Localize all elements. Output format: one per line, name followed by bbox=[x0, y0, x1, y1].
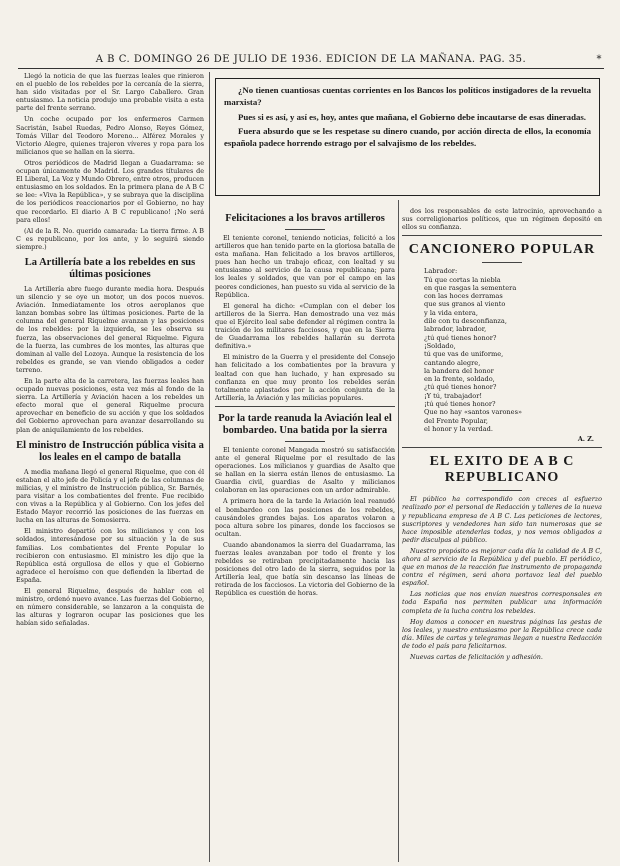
column-1 bbox=[16, 72, 204, 862]
poem-line: ¿tú qué tienes honor? bbox=[424, 383, 497, 392]
poem-line: labrador, labrador, bbox=[424, 325, 487, 334]
poem-line: ¡Y tú, trabajador! bbox=[424, 391, 483, 400]
poem bbox=[402, 267, 602, 433]
column-2 bbox=[215, 207, 395, 862]
poem-line: Labrador: bbox=[424, 267, 458, 276]
article-paragraph: El teniente coronel, teniendo noticias, felicitó a los artilleros que han tenido parte en la gloriosa batalla de esta mañana. Han felicitado a los bravos artilleros, pues han hecho un trabajo eficaz, con lealtad y su entusiasmo al servicio de la causa republicana; para los leales y soldados, que van por el campo en las peores condiciones, han puesto su vida al servicio de la República. bbox=[215, 234, 395, 299]
article-paragraph: Las noticias que nos envían nuestros corresponsales en toda España nos permiten publicar una información completa de la lucha contra los rebeldes. bbox=[402, 590, 602, 615]
intro-paragraph: Llegó la noticia de que las fuerzas leales que rinieron en el pueblo de los rebeldes por la cercanía de la sierra, han sido visitadas por el Sr. Largo Caballero. Gran entusiasmo. La noticia produjo una probable visita a esta parte del frente serrano. bbox=[16, 72, 204, 113]
intro-paragraph: Otros periódicos de Madrid llegan a Guadarrama: se ocupan únicamente de Madrid. Los grandes títulares de El Liberal, La Voz y Mundo Obrero, entre otros, producen entusiasmo en los soldados. En la primera plana de A B C se lee: «Viva la República», y se subraya que la disciplina de los periódicos reaccionarios por el Gobierno, no hay que recordarlo. El diario A B C republicano! ¡No será para ellos! bbox=[16, 158, 204, 224]
intro-paragraph: Un coche ocupado por los enfermeros Carmen Sacristán, Isabel Ruedas, Pedro Alonso, Reyes Gómez, Tomás Villar del Teodoro Moreno... Alférez Morales y Victorio Alegre, quienes trajeron víveres y ropa para los milicianos que se hallan en la sierra. bbox=[16, 115, 204, 156]
poem-line: ¿tú qué tienes honor? bbox=[424, 333, 497, 342]
article-paragraph: El ministro de la Guerra y el presidente del Consejo han felicitado a los combatientes por la bravura y lealtad con que han luchado, y han expresado su confianza en que muy pronto los rebeldes serán totalmente aplastados por la acción conjunta de la Artillería, la Aviación y las milicias populares. bbox=[215, 353, 395, 402]
divider bbox=[285, 229, 325, 230]
article-paragraph: El teniente coronel Mangada mostró su satisfacción ante el general Riquelme por el resultado de las operaciones. Los milicianos y guardias de Asalto que se hallan en la sierra están llenos de entusiasmo. La Guardia civil, guardias de Asalto y milicianos colaboran en las operaciones con un ardor admirable. bbox=[215, 445, 395, 495]
divider bbox=[482, 262, 522, 263]
headline-ministro: El ministro de Instrucción pública visita a los leales en el campo de batalla bbox=[16, 439, 204, 463]
divider bbox=[285, 441, 325, 442]
poem-line: el honor y la verdad. bbox=[424, 424, 493, 433]
poem-line: dile con tu desconfianza, bbox=[424, 317, 507, 326]
headline-cancionero: CANCIONERO POPULAR bbox=[408, 242, 596, 258]
article-paragraph: Hoy damos a conocer en nuestras páginas las gestas de los leales, y nuestro entusiasmo por la República crece cada día. Miles de cartas y telegramas llegan a nuestra Redacción de todo el país para felicitarnos. bbox=[402, 617, 602, 650]
editorial-paragraph: Pues si es así, y así es, hoy, antes que mañana, el Gobierno debe incautarse de esas dineradas. bbox=[238, 111, 586, 122]
editorial-paragraph: Fuera absurdo que se les respetase su dinero cuando, por acción directa de ellos, la economía española padece horrendo estrago por el salvajismo de los rebeldes. bbox=[224, 125, 591, 149]
poem-line: en que rasgas la sementera bbox=[424, 283, 517, 292]
poem-line: ¡Soldado, bbox=[424, 341, 456, 350]
poem-line: del Frente Popular, bbox=[424, 416, 489, 425]
header-mark: * bbox=[596, 53, 602, 65]
poem-line: la bandera del honor bbox=[424, 366, 494, 375]
article-paragraph: El general ha dicho: «Cumplan con el deber los artilleros de la Sierra. Han demostrado una vez más que el Ejército leal sabe defender al régimen contra la traición de los militares facciosos, y que en la Sierra de Guadarrama los rebeldes hallarán su derrota definitiva.» bbox=[215, 301, 395, 351]
article-paragraph: En la parte alta de la carretera, las fuerzas leales han ocupado nuevas posiciones, esta vez más al fondo de la sierra. La Artillería y Aviación hacen a los rebeldes un efecto moral que el general Riquelme procura aprovechar en beneficio de su acción y que los soldados del Gobierno aprovechan para avanzar desarrollando su plan de aniquilamiento de los rebeldes. bbox=[16, 377, 204, 434]
headline-artilleria: La Artillería bate a los rebeldes en sus últimas posiciones bbox=[24, 256, 196, 280]
article-paragraph: A primera hora de la tarde la Aviación leal reanudó el bombardeo con las posiciones de los rebeldes, causándoles grandes bajas. Los aparatos volaron a poca altura sobre los pinares, donde los facciosos se ocultan. bbox=[215, 497, 395, 538]
poem-line: y la vida entera, bbox=[424, 308, 478, 317]
poem-line: cantando alegre, bbox=[424, 358, 481, 367]
intro-paragraph: dos los responsables de este latrocinio, aprovechando a sus correligionarios políticos, que un régimen depositó en ellos su confianza. bbox=[402, 207, 602, 232]
poem-signature: A. Z. bbox=[577, 435, 594, 444]
headline-felicitaciones: Felicitaciones a los bravos artilleros bbox=[225, 213, 385, 224]
page-header bbox=[18, 50, 604, 69]
article-paragraph: Cuando abandonamos la sierra del Guadarrama, las fuerzas leales avanzaban por todo el frente y los rebeldes se retiraban precipitadamente hacia las posiciones del otro lado de la sierra, seguidos por la Artillería leal, que batía sin descanso las líneas de retirada de los facciosos. La victoria del Gobierno de la República es cuestión de horas. bbox=[215, 540, 395, 598]
headline-aviacion: Por la tarde reanuda la Aviación leal el bombardeo. Una batida por la sierra bbox=[218, 412, 392, 436]
poem-line: en la frente, soldado, bbox=[424, 375, 495, 384]
column-rule-2 bbox=[398, 200, 399, 862]
editorial-box bbox=[215, 78, 600, 196]
intro-paragraph: (Al de la R. No. querido camarada: La tierra firme. A B C es republicano, por los ante, y lo seguirá siendo siempre.) bbox=[16, 226, 204, 251]
poem-line: tú que vas de uniforme, bbox=[424, 350, 504, 359]
article-paragraph: A media mañana llegó el general Riquelme, que con él estaban el alto jefe de Policía y el jefe de las columnas de milicias, y el ministro de Instrucción pública, Sr. Barnés, para visitar a los combatientes del frente. Fue recibido con vivas a la República y al Gobierno. Con los jefes del Estado Mayor recorrió las posiciones de las fuerzas en lucha en las alturas de Somosierra. bbox=[16, 467, 204, 525]
poem-line: Que no hay «santos varones» bbox=[424, 408, 523, 417]
headline-exito: EL EXITO DE A B C REPUBLICANO bbox=[429, 454, 575, 486]
article-paragraph: El general Riquelme, después de hablar con el ministro, ordenó nuevo avance. Las fuerzas del Gobierno, en número considerable, se lanzaron a la conquista de las alturas y lograron ocupar las posiciones que les habían sido señaladas. bbox=[16, 586, 204, 628]
divider bbox=[215, 406, 395, 407]
column-3 bbox=[402, 207, 602, 862]
poem-line: Tú que cortas la niebla bbox=[424, 275, 501, 284]
poem-line: ¡tú qué tienes honor? bbox=[424, 400, 496, 409]
article-paragraph: Nuevas cartas de felicitación y adhesión. bbox=[410, 653, 543, 661]
divider bbox=[402, 447, 602, 448]
divider bbox=[402, 235, 602, 236]
article-paragraph: El ministro departió con los milicianos y con los soldados, interesándose por su situación y la de sus familias. Los combatientes del Frente Popular lo recibieron con entusiasmo. El ministro les dijo que la República está orgullosa de ellos y que el Gobierno agradece el heroísmo con que defienden la libertad de España. bbox=[16, 527, 204, 584]
header-text: A B C. DOMINGO 26 DE JULIO DE 1936. EDICION DE LA MAÑANA. PAG. 35. bbox=[95, 53, 527, 65]
editorial-paragraph: ¿No tienen cuantiosas cuentas corrientes en los Bancos los políticos instigadores de la revuelta marxista? bbox=[224, 85, 591, 108]
poem-line: que sus granos al viento bbox=[424, 300, 506, 309]
article-paragraph: Nuestro propósito es mejorar cada día la calidad de A B C, ahora al servicio de la República y del pueblo. El periódico, que en manos de la reacción fue instrumento de propaganda contra el régimen, será ahora portavoz leal del pueblo español. bbox=[402, 546, 602, 588]
column-rule-1 bbox=[209, 72, 210, 862]
poem-line: con las hoces derramas bbox=[424, 292, 503, 301]
article-paragraph: El público ha correspondido con creces al esfuerzo realizado por el personal de Redacción y talleres de la nueva y republicana empresa de A B C. Las peticiones de lectores, suscriptores y vendedores han sido tan numerosas que se hace imposible atenderlas todas, y nos vemos obligados a pedir disculpas al público. bbox=[402, 495, 602, 544]
article-paragraph: La Artillería abre fuego durante media hora. Después un silencio y se oye un motor, un dos pocos nuevos. Aviación. Inmediatamente los otros aeroplanos que lanzan bombas sobre las últimas posiciones. Parte de la columna del general Riquelme avanzan y las posiciones de los rebeldes: por la izquierda, se les observa su fuerza, las observaciones del general Riquelme. Figura de la fuerza, las cumbres de los montes, las alturas que dominan al valle del Lozoya. Aunque la resistencia de los rebeldes es grande, se van viendo obligados a ceder terreno. bbox=[16, 284, 204, 374]
divider bbox=[482, 490, 522, 491]
